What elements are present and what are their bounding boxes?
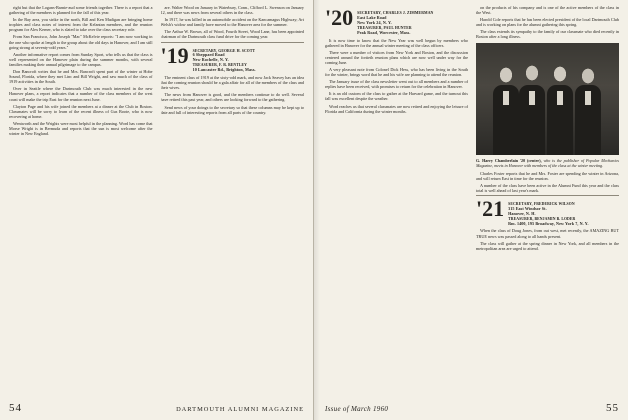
paragraph: A number of the class have been active in the Alumni Fund this year and the class total is well ahead of last year's mark. xyxy=(476,182,619,193)
magazine-title: DARTMOUTH ALUMNI MAGAZINE xyxy=(176,406,304,413)
class-heading-1920 xyxy=(325,5,468,36)
paragraph: In the Bay area, you strike in the north, Bill and Ken Madigan are bringing home trophies and class notes of interest from the Kelantan members, and the reunion program for Alex Kerner, who is slated to take over the class secretary role. xyxy=(9,17,153,33)
secretary-name: SECRETARY, CHARLES J. ZIMMERMAN xyxy=(357,11,434,15)
column-3 xyxy=(325,5,468,396)
paragraph: Clayton Page and his wife joined the members at a dinner at the Club in Boston. Classmates will be sorry to learn of the recent illness of Gus Boote, who is now recovering at home. xyxy=(9,103,153,119)
secretary-address: 315 East Windsor St. xyxy=(508,205,547,211)
paragraph: It is now time to know that the New Year was well begun by members who gathered in Hanover for the annual winter meeting of the class officers. xyxy=(325,37,468,48)
paragraph: When the class of Doug Jones, from out west, met recently, the AMAZING BUT TRUE news was passed along to all hands present. xyxy=(476,228,619,239)
paragraph: Harold Cole reports that he has been elected president of the local Dartmouth Club and is working on plans for the alumni gathering this spring. xyxy=(476,17,619,28)
right-footer xyxy=(325,402,619,414)
left-columns xyxy=(9,5,304,396)
photo-detail xyxy=(529,91,535,105)
right-page xyxy=(314,0,628,420)
issue-label: Issue of March 1960 xyxy=(325,405,389,413)
paragraph: Send news of your doings to the secretary so that these columns may be kept up to date and full of interesting reports from all parts of the country. xyxy=(160,104,304,115)
secretary-name: SECRETARY, FREDERICK WILSON xyxy=(508,201,575,206)
treasurer-address: 10 Lancaster Rd., Brighton, Mass. xyxy=(192,67,256,73)
paragraph: right but that the Logans-Barnie-aud some friends together. There is a report that a gathering of the members is planned for the fall of this year. xyxy=(9,5,153,16)
treasurer-name: TREASURER, F. R. BENTLEY xyxy=(192,63,247,68)
paragraph: on the products of his company and is one of the active members of the class in the West. xyxy=(476,5,619,16)
class-heading-1921 xyxy=(476,195,619,227)
secretary-city: New York 24, N. Y. xyxy=(357,19,392,25)
paragraph: Wentworth and the Wrights were most helpful in the planning. Word has come that Morse Wright is in Bermuda and reports that the sun is most welcome after the winter in New England. xyxy=(9,120,153,137)
paragraph: Another informative report comes from Sunday Sport, who tells us that the class is well represented on the Hanover plain during the summer months, with several families making their annual pilgrimage to the campus. xyxy=(9,51,153,67)
group-photo xyxy=(476,43,619,155)
caption-lead: G. Harry Chamberlain '20 (center), xyxy=(476,157,542,163)
secretary-address: 6 Sheppard Road xyxy=(192,52,225,58)
secretary-city: Hanover, N. H. xyxy=(508,210,536,216)
paragraph: are. Walter Wood on January in Waterbury, Conn., Clifford L. Swenson on January 12, and there was news from several others in the class. xyxy=(160,5,304,16)
column-1 xyxy=(9,5,153,396)
class-officers xyxy=(193,46,256,74)
photo-detail xyxy=(503,91,509,105)
class-year-label: '21 xyxy=(476,195,505,221)
photo-detail xyxy=(557,91,563,105)
paragraph: The Arthur W. Brown, all of Wood, Fourth Street, Wood Lane, has been appointed chairman of the Dartmouth class fund drive for the coming year. xyxy=(160,29,304,40)
paragraph: A very pleasant note from Colonel Dick Hess, who has been living in the South for the winter, brings word that he and his wife are planning to attend the reunion. xyxy=(325,67,468,78)
treasurer-name: TREASURER, BENJAMIN B. LODER xyxy=(508,216,576,221)
paragraph: The eminent class of 1919 at the sixty-odd mark, and now Jack Seavey has an idea that the coming reunion should be a gala affair for all of the members of the class and their wives. xyxy=(160,75,304,91)
secretary-name: SECRETARY, GEORGE H. SCOTT xyxy=(192,48,256,53)
paragraph: The class extends its sympathy to the family of our classmate who died recently in Boston after a long illness. xyxy=(476,29,619,40)
gutter-shadow xyxy=(314,0,320,420)
treasurer-address: Peak Road, Worcester, Mass. xyxy=(357,29,411,35)
paragraph: There were a number of visitors from New York and Boston, and the discussion centered around the fortieth reunion plans which are now well under way for the coming June. xyxy=(325,49,468,65)
class-heading-1919 xyxy=(160,42,305,74)
class-officers xyxy=(357,8,433,36)
paragraph: Over in Seattle where the Dartmouth Club was much interested in the new Hanover plans, a report indicates that a number of the class members of the west coast will make the trip East for the reunion next June. xyxy=(9,86,153,102)
paragraph: Don Bancroft writes that he and Mrs. Bancroft spent part of the winter at Hobe Sound, Florida, where they met Linc and Bill Wright, and saw much of the class of 1919 activities in the South. xyxy=(9,69,153,85)
class-officers xyxy=(508,199,588,227)
paragraph: The news from Hanover is good, and the members continue to do well. Several have retired this past year, and others are looking forward to the gathering. xyxy=(160,92,304,103)
paragraph: It is an old custom of the class to gather at the Harvard game, and the turnout this fall was excellent despite the weather. xyxy=(325,91,468,102)
class-year-label: '20 xyxy=(325,5,354,30)
class-year-label: '19 xyxy=(160,42,189,68)
paragraph: Word reaches us that several classmates are now retired and enjoying the leisure of Florida and California during the winter months. xyxy=(325,103,468,114)
treasurer-address: Rm. 1400, 195 Broadway, New York 7, N. Y. xyxy=(508,220,589,226)
photo-caption xyxy=(476,158,619,168)
paragraph: The class will gather at the spring dinner in New York, and all members in the metropolitan area are urged to attend. xyxy=(476,240,619,251)
column-2 xyxy=(161,5,305,396)
left-footer xyxy=(9,402,304,414)
paragraph: In 1917, he was killed in an automobile accident on the Kancamagus Highway; Art Welsh's widow and family have moved to the Hanover area for the summer. xyxy=(160,17,304,28)
secretary-city: New Rochelle, N. Y. xyxy=(192,57,229,63)
caption-text: who is the publisher of Popular Mechanics Magazine, meets in Hanover with members of the class at the winter meeting. xyxy=(476,157,619,168)
right-columns xyxy=(325,5,619,396)
paragraph: From San Francisco, John Joseph "Mac" McKelvie reports: "I am now working in the one who spoke at length to the group about the old days in Hanover, and I am still going strong at seventy-odd years." xyxy=(9,34,153,50)
column-4 xyxy=(476,5,619,396)
paragraph: The January issue of the class newsletter went out to all members and a number of replies have been received, with promises to return for the celebration in Hanover. xyxy=(325,79,468,90)
treasurer-name: TREASURER, PAUL HUNTER xyxy=(357,25,412,30)
secretary-address: East Lake Road xyxy=(357,14,387,20)
page-number: 54 xyxy=(9,402,22,414)
photo-detail xyxy=(585,91,591,105)
paragraph: Charles Foster reports that he and Mrs. Foster are spending the winter in Arizona, and will return East in time for the reunion. xyxy=(476,170,619,181)
page-number: 55 xyxy=(606,402,619,414)
